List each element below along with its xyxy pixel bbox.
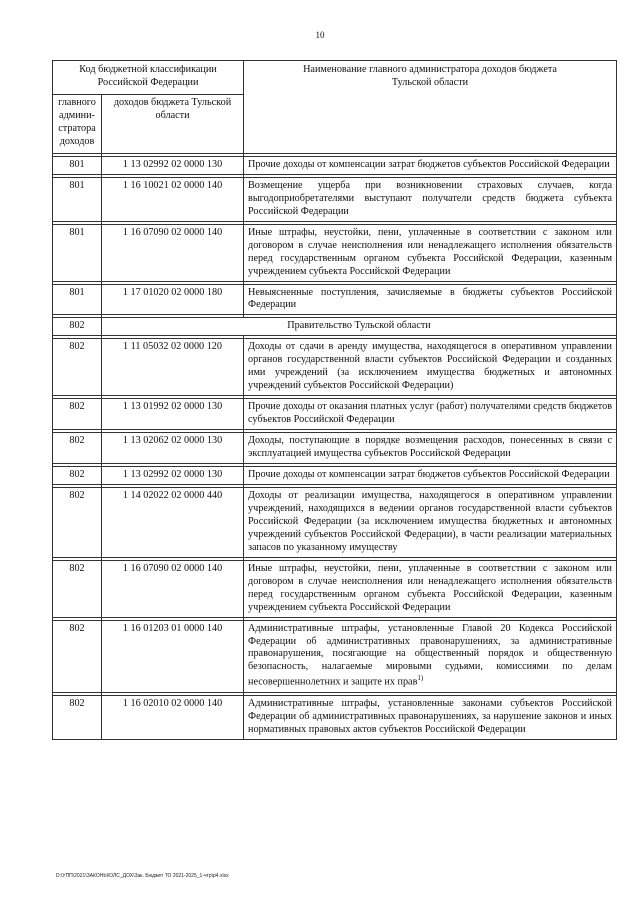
header-name-column: Наименование главного администратора доходов бюджета Тульской области [244,61,617,154]
revenue-name-text: Прочие доходы от компенсации затрат бюджетов субъектов Российской Федерации [248,158,610,170]
table-row [53,695,617,739]
revenue-name-text: Доходы, поступающие в порядке возмещения расходов, понесенных в связи с эксплуатацией имущества субъектов Российской Федерации [248,435,613,460]
budget-code-cell: 1 13 02062 02 0000 130 [102,433,244,464]
admin-code-cell: 802 [53,487,102,557]
table-row [53,620,617,692]
footnote-marker: 1) [417,674,424,683]
administrator-group-name: Правительство Тульской области [102,318,617,336]
budget-code-cell: 1 11 05032 02 0000 120 [102,339,244,396]
table-row [53,487,617,557]
table-row [53,284,617,315]
header-admin-column: главного админи-стратора доходов [53,94,102,153]
admin-code-cell: 802 [53,467,102,485]
revenue-name-cell [244,177,617,221]
revenue-name-text: Иные штрафы, неустойки, пени, уплаченные в соответствии с законом или договором в случае неисполнения или ненадлежащего исполнения обязательств перед государственным органом субъекта Российской Федерации, казенным учреждением субъекта Российской Федерации [248,562,613,613]
table-row [53,433,617,464]
revenue-name-text: Прочие доходы от оказания платных услуг (работ) получателями средств бюджетов субъектов Российской Федерации [248,401,613,426]
revenue-name-text: Невыясненные поступления, зачисляемые в бюджеты субъектов Российской Федерации [248,286,613,311]
revenue-name-text: Административные штрафы, установленные законами субъектов Российской Федерации об административных правонарушениях, за нарушение законов и иных нормативных правовых актов субъектов Российской Федерации [248,697,613,735]
admin-code-cell: 802 [53,620,102,692]
admin-code-cell: 802 [53,339,102,396]
header-income-column: доходов бюджета Тульской области [102,94,244,153]
budget-code-cell: 1 16 07090 02 0000 140 [102,560,244,617]
admin-code-cell: 802 [53,560,102,617]
revenue-administrators-table [52,60,616,740]
revenue-name-cell [244,695,617,739]
table-row [53,318,617,336]
admin-code-cell: 801 [53,284,102,315]
revenue-name-text: Доходы от сдачи в аренду имущества, находящегося в оперативном управлении органов государственной власти субъектов Российской Федерации и созданных ими учреждений (за исключением имущества бюджетных и автономных учреждений субъектов Российской Федерации) [248,341,613,392]
revenue-name-text: Административные штрафы, установленные Главой 20 Кодекса Российской Федерации об административных правонарушениях, за административные правонарушения, посягающие на общественный порядок и общественную безопасность, налагаемые мировыми судьями, комиссиями по делам несовершеннолетних и защите их прав [248,622,613,688]
header-code-group: Код бюджетной классификации Российской Федерации [53,61,244,95]
admin-code-cell: 801 [53,156,102,174]
revenue-name-text: Иные штрафы, неустойки, пени, уплаченные в соответствии с законом или договором в случае неисполнения или ненадлежащего исполнения обязательств перед государственным органом субъекта Российской Федерации, казенным учреждением субъекта Российской Федерации [248,226,613,277]
file-path-footer: D:\УПП\2021\ЗАКОНЫ\ОЛС_ДОХ\Зак. Бюджет ТО 2021-2025_1-чтр\p4.xlsx [56,873,229,879]
table-row [53,156,617,174]
page-number: 10 [315,30,325,40]
table-row [53,467,617,485]
budget-code-cell: 1 13 02992 02 0000 130 [102,156,244,174]
budget-code-cell: 1 13 02992 02 0000 130 [102,467,244,485]
admin-code-cell: 801 [53,177,102,221]
budget-code-cell: 1 16 01203 01 0000 140 [102,620,244,692]
admin-code-cell: 801 [53,224,102,281]
budget-code-cell: 1 17 01020 02 0000 180 [102,284,244,315]
revenue-name-cell [244,620,617,692]
budget-code-cell: 1 14 02022 02 0000 440 [102,487,244,557]
revenue-name-text: Возмещение ущерба при возникновении страховых случаев, когда выгодоприобретателями выступают получатели средств бюджета субъекта Российской Федерации [248,179,613,217]
admin-code-cell: 802 [53,318,102,336]
table-row [53,560,617,617]
revenue-name-text: Доходы от реализации имущества, находящегося в оперативном управлении учреждений, находящихся в ведении органов государственной власти субъектов Российской Федерации (за исключением имущества бюджетных и автономных учреждений субъектов Российской Федерации), в части реализации материальных запасов по указанному имуществу [248,489,613,553]
admin-code-cell: 802 [53,433,102,464]
revenue-name-cell [244,224,617,281]
revenue-name-cell [244,560,617,617]
revenue-name-text: Прочие доходы от компенсации затрат бюджетов субъектов Российской Федерации [248,469,610,481]
table-row [53,399,617,430]
table-row [53,177,617,221]
revenue-name-cell [244,433,617,464]
budget-code-cell: 1 16 07090 02 0000 140 [102,224,244,281]
revenue-name-cell [244,399,617,430]
revenue-name-cell [244,156,617,174]
revenue-name-cell [244,487,617,557]
revenue-name-cell [244,467,617,485]
budget-code-cell: 1 16 02010 02 0000 140 [102,695,244,739]
table-row [53,339,617,396]
table-row [53,224,617,281]
budget-code-cell: 1 13 01992 02 0000 130 [102,399,244,430]
admin-code-cell: 802 [53,399,102,430]
revenue-name-cell [244,339,617,396]
admin-code-cell: 802 [53,695,102,739]
budget-code-cell: 1 16 10021 02 0000 140 [102,177,244,221]
revenue-name-cell [244,284,617,315]
